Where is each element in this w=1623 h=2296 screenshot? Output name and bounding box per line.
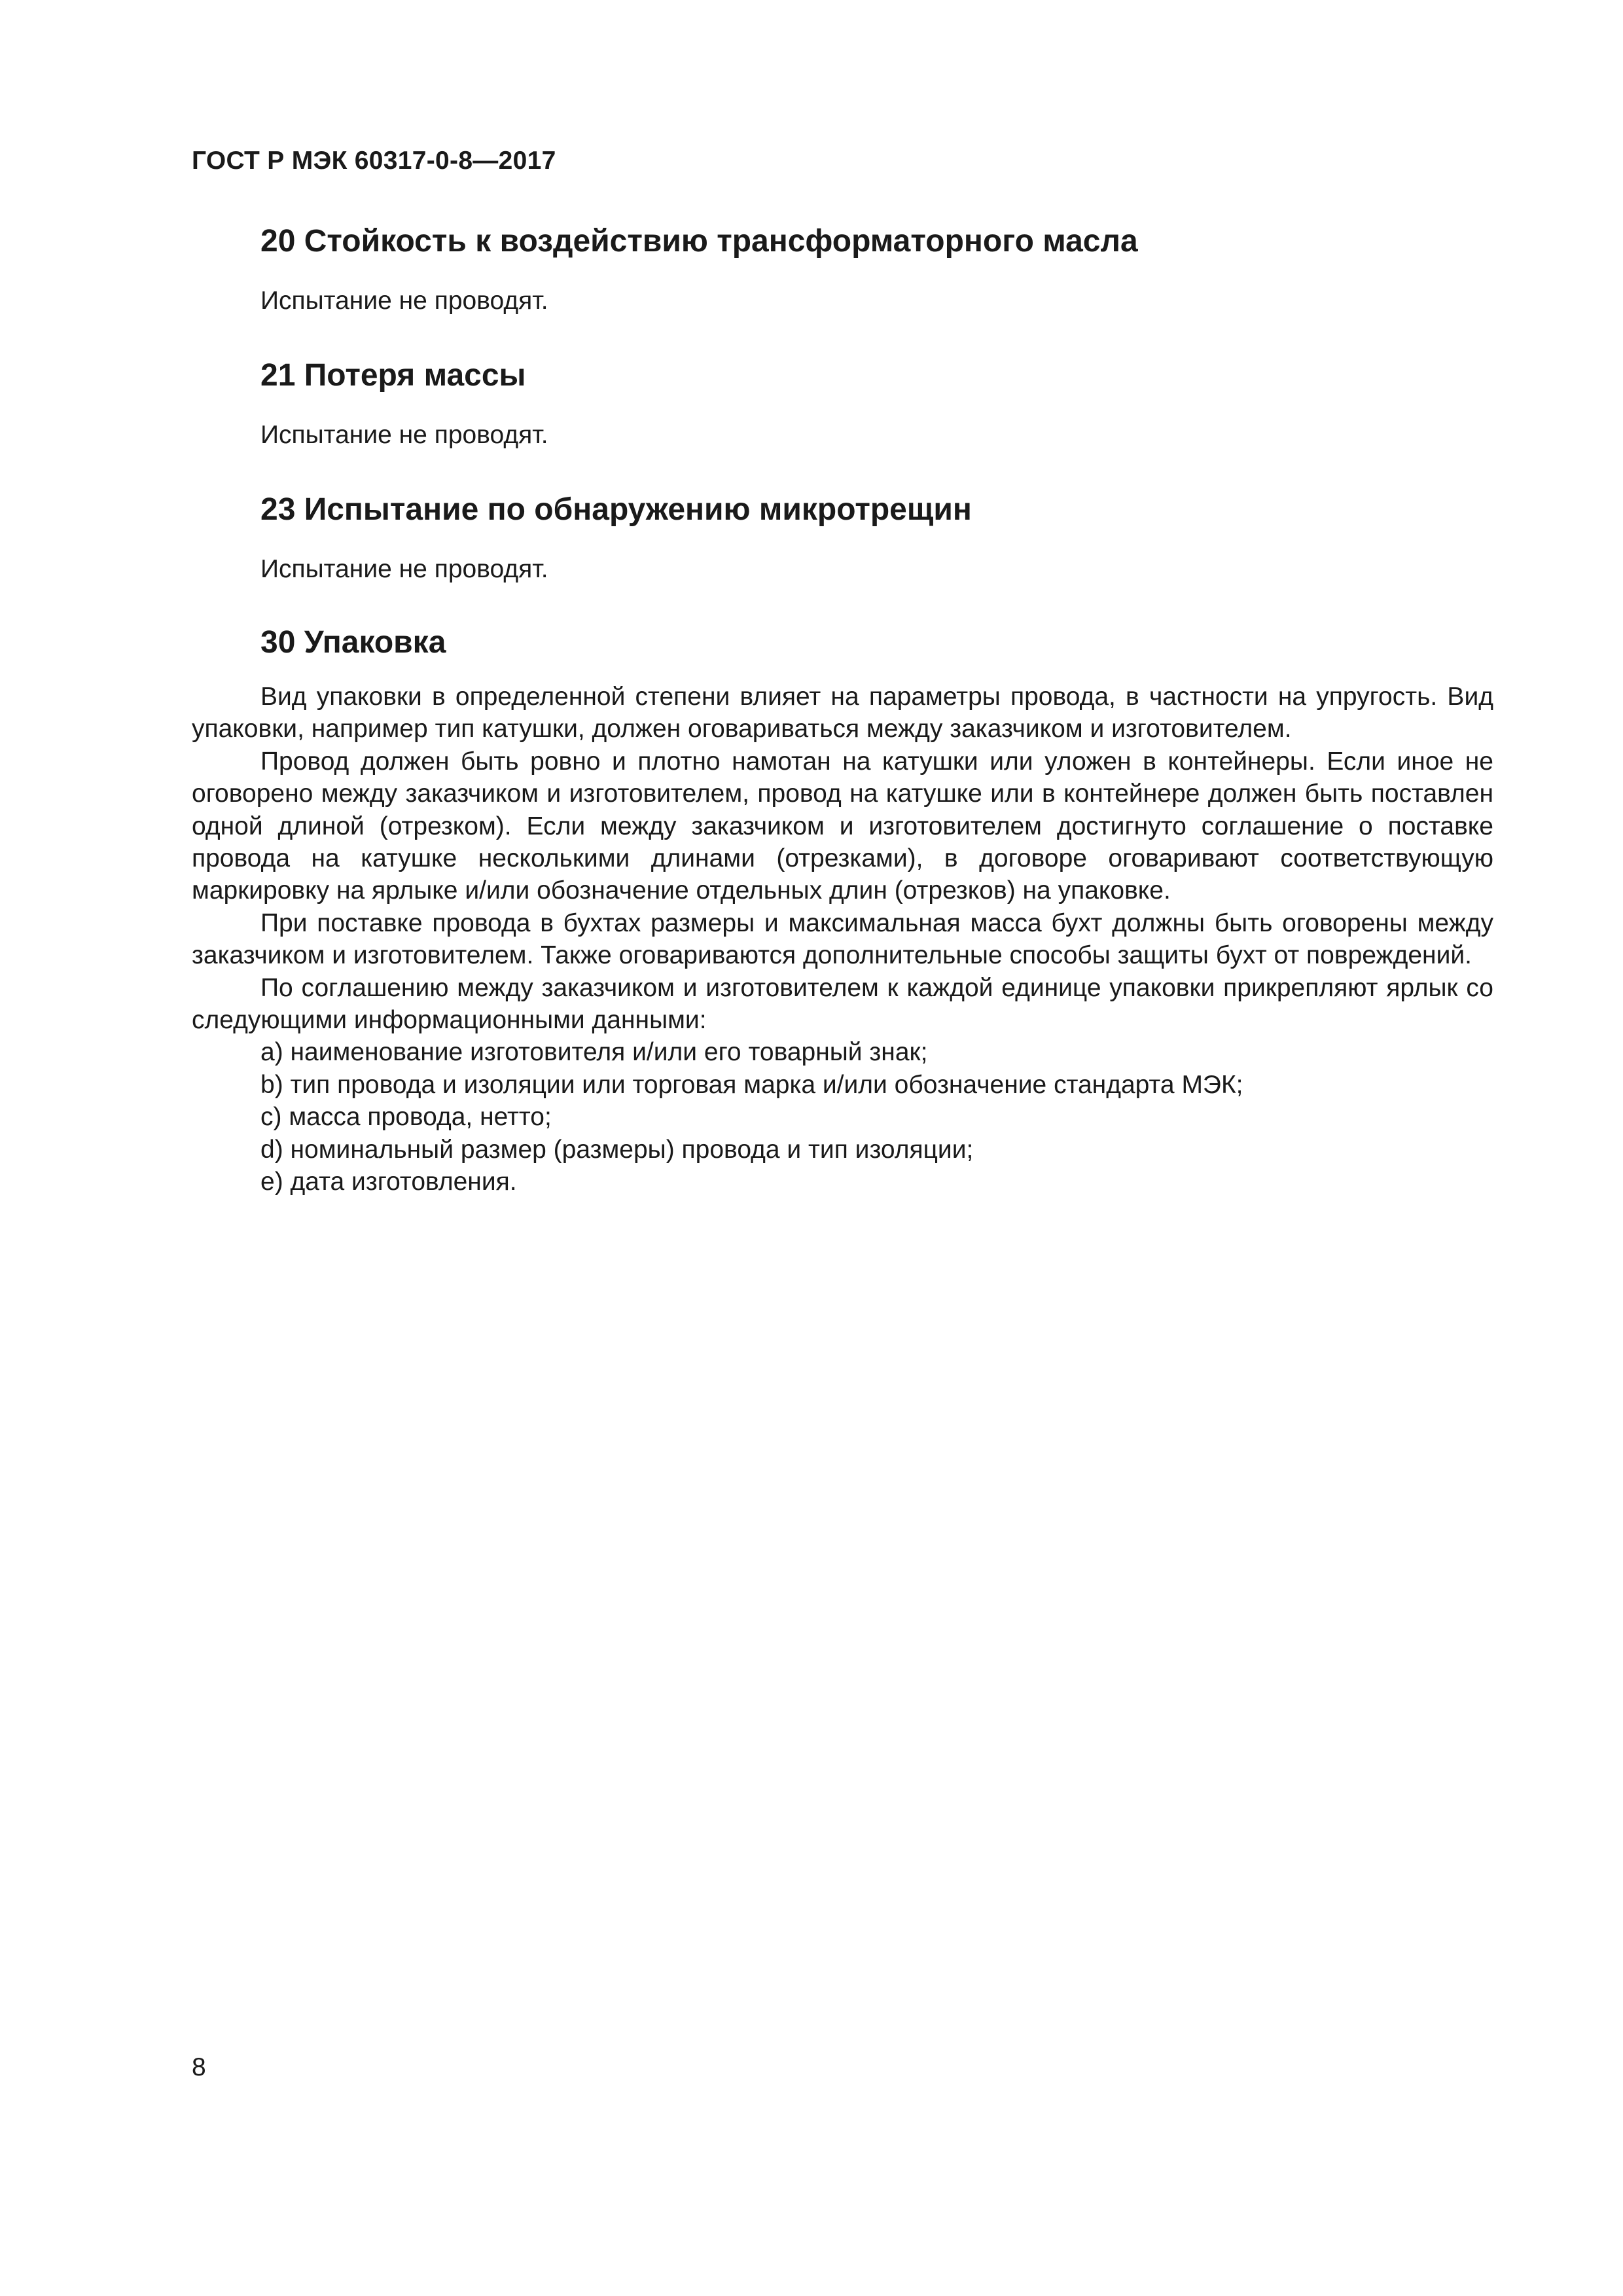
section-text: Испытание не проводят. — [260, 421, 548, 449]
document-header: ГОСТ Р МЭК 60317-0-8—2017 — [192, 147, 556, 175]
section-text: Испытание не проводят. — [260, 287, 548, 315]
list-item: c) масса провода, нетто; — [260, 1103, 552, 1132]
list-item: a) наименование изготовителя и/или его товарный знак; — [260, 1038, 928, 1067]
paragraph: При поставке провода в бухтах размеры и максимальная масса бухт должны быть оговорены между заказчиком и изготовителем. Также оговариваются дополнительные способы защиты бухт от повреждений. — [192, 908, 1493, 970]
section-title: 30 Упаковка — [260, 625, 446, 660]
list-item: b) тип провода и изоляции или торговая марка и/или обозначение стандарта МЭК; — [260, 1070, 1243, 1099]
section-20 — [260, 226, 1493, 314]
section-title: 23 Испытание по обнаружению микротрещин — [260, 492, 972, 527]
packaging-body — [192, 681, 1493, 1198]
paragraph: По соглашению между заказчиком и изготовителем к каждой единице упаковки прикрепляют ярлык со следующими информационными данными: — [192, 973, 1493, 1035]
paragraph: Вид упаковки в определенной степени влияет на параметры провода, в частности на упругость. Вид упаковки, например тип катушки, должен оговариваться между заказчиком и изготовителем. — [192, 683, 1493, 744]
list-item: e) дата изготовления. — [260, 1168, 517, 1196]
page-number: 8 — [192, 2053, 206, 2081]
section-title: 21 Потеря массы — [260, 358, 526, 393]
list-item: d) номинальный размер (размеры) провода и тип изоляции; — [260, 1135, 974, 1164]
section-21 — [260, 360, 1493, 448]
label-data-list — [192, 1036, 1493, 1198]
section-23 — [260, 494, 1493, 582]
paragraph: Провод должен быть ровно и плотно намотан на катушки или уложен в контейнеры. Если иное не оговорено между заказчиком и изготовителем, провод на катушке или в контейнере должен быть поставлен одной длиной (отрезком). Если между заказчиком и изготовителем достигнуто соглашение о поставке провода на катушке несколькими длинами (отрезками), в договоре оговаривают соответствующую маркировку на ярлыке и/или обозначение отдельных длин (отрезков) на упаковке. — [192, 747, 1493, 905]
section-text: Испытание не проводят. — [260, 555, 548, 583]
section-title: 20 Стойкость к воздействию трансформаторного масла — [260, 224, 1138, 259]
section-30 — [260, 627, 1493, 658]
